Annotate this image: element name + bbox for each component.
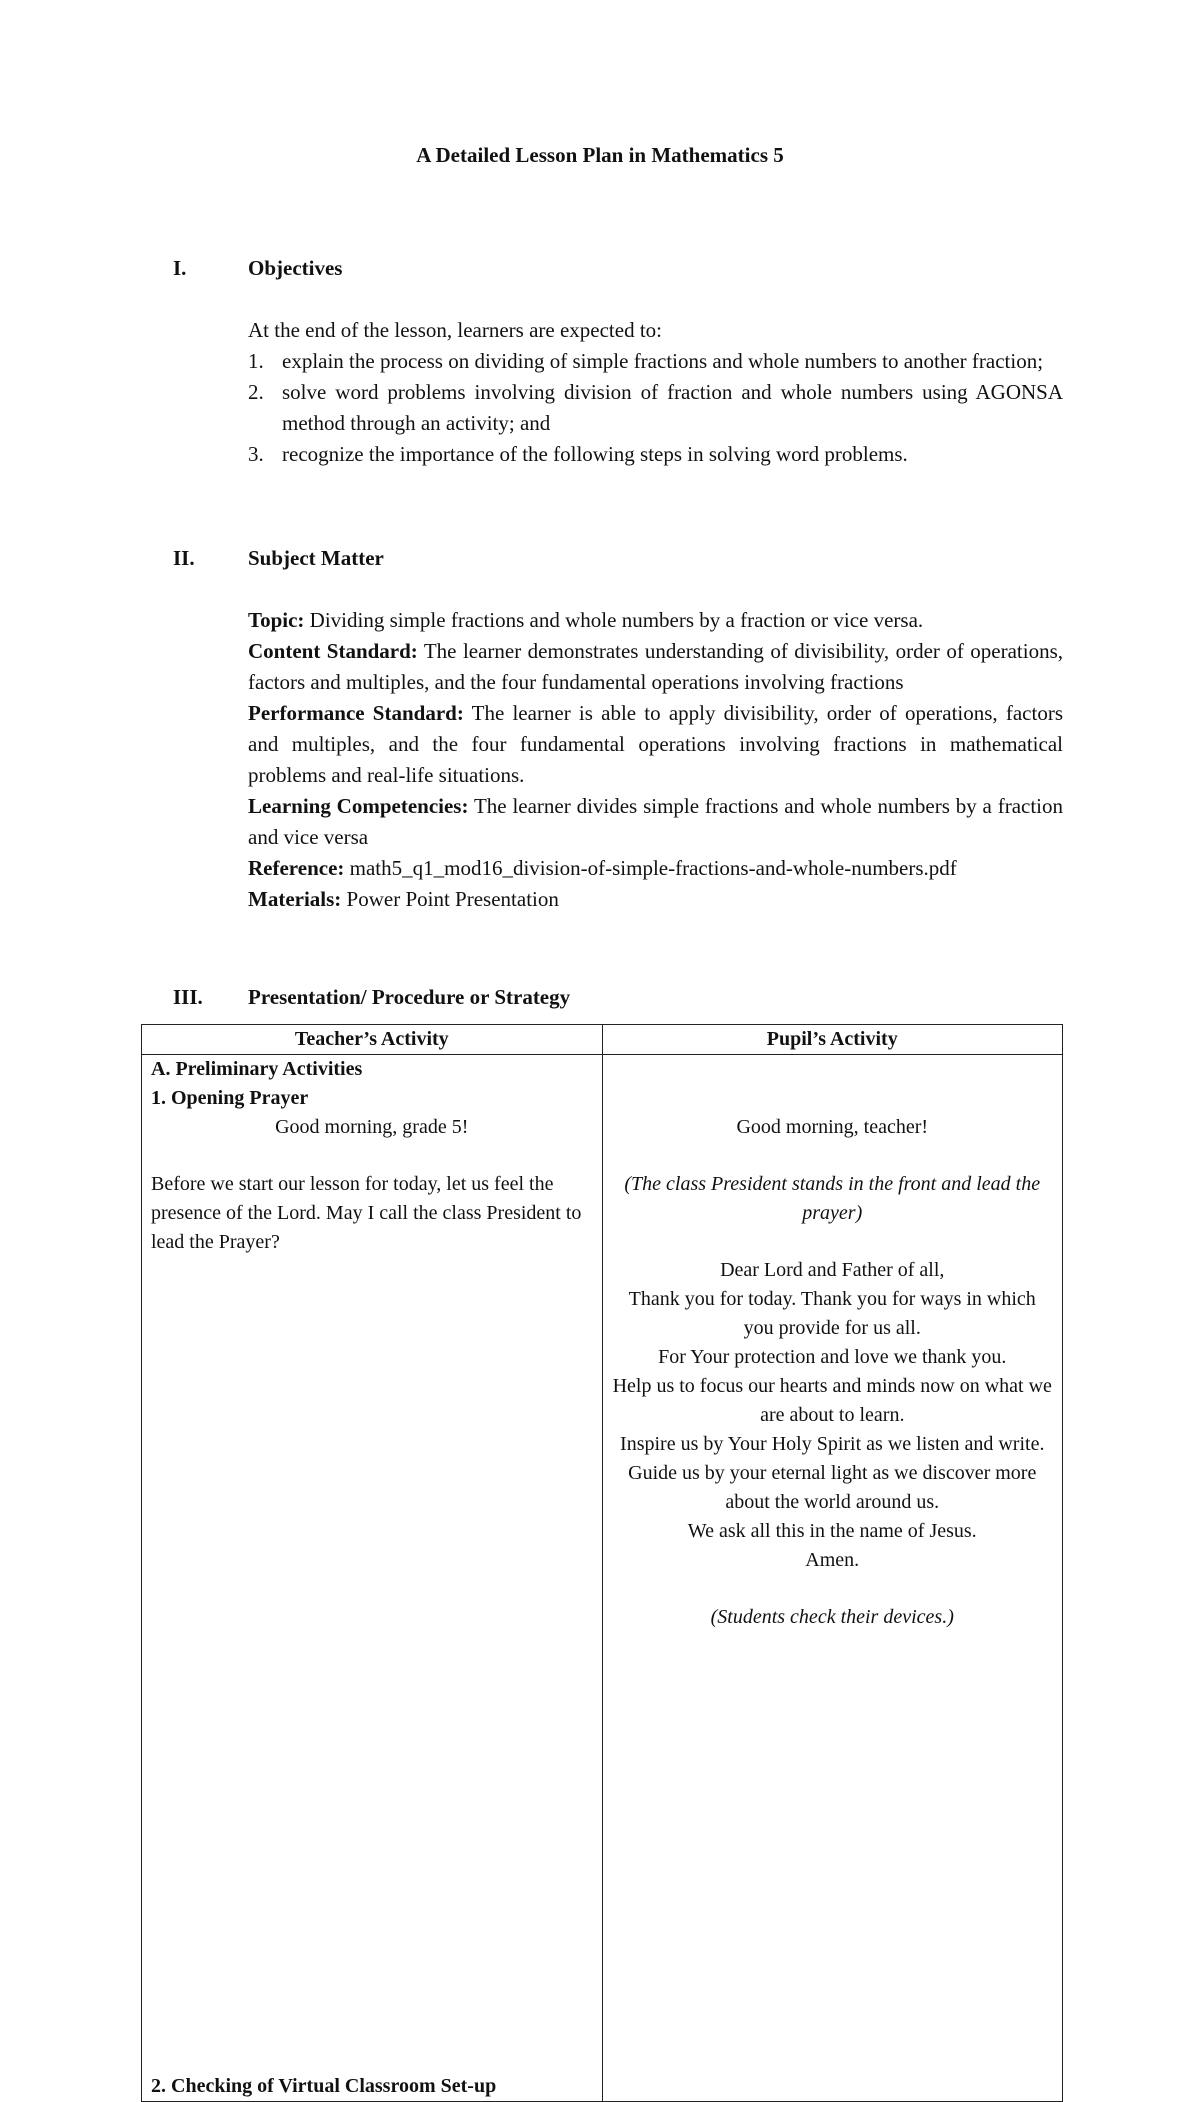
content-standard-line [248,636,1063,698]
objective-item [248,377,1063,439]
reference-label: Reference: [248,856,345,880]
performance-standard-label: Performance Standard: [248,701,464,725]
teacher-prayer-instruction: Before we start our lesson for today, let us feel the presence of the Lord. May I call the class President to lead the Prayer? [151,1173,582,1253]
materials-line [248,884,1063,915]
section-procedure-heading [173,982,570,1013]
objective-number: 2. [248,380,264,404]
topic-label: Topic: [248,608,305,632]
teacher-activity-cell [142,1055,603,2102]
table-header-row [142,1025,1063,1055]
performance-standard-line [248,698,1063,791]
materials-text: Power Point Presentation [346,887,559,911]
objective-item [248,439,1063,470]
materials-label: Materials: [248,887,342,911]
teacher-greeting: Good morning, grade 5! [275,1116,469,1138]
section-number: II. [173,546,195,570]
reference-text: math5_q1_mod16_division-of-simple-fractions-and-whole-numbers.pdf [349,856,957,880]
section-title: Objectives [248,256,343,280]
section-objectives-heading [173,253,342,284]
learning-competencies-label: Learning Competencies: [248,794,469,818]
reference-line [248,853,1063,884]
checking-setup-label: 2. Checking of Virtual Classroom Set-up [151,2075,497,2097]
section-number: I. [173,256,187,280]
objective-text: solve word problems involving division of fraction and whole numbers using AGONSA method through an activity; and [282,380,1063,435]
prayer-text [612,1256,1054,1575]
objectives-block [248,315,1063,470]
objectives-list [248,346,1063,470]
content-standard-label: Content Standard: [248,639,418,663]
preliminary-activities-label: A. Preliminary Activities [151,1058,363,1080]
section-title: Presentation/ Procedure or Strategy [248,985,571,1009]
topic-text: Dividing simple fractions and whole numbers by a fraction or vice versa. [309,608,924,632]
objectives-intro: At the end of the lesson, learners are expected to: [248,318,663,342]
learning-competencies-line [248,791,1063,853]
opening-prayer-label: 1. Opening Prayer [151,1087,309,1109]
prayer-line: Guide us by your eternal light as we discover more about the world around us. [628,1462,1037,1513]
prayer-line: Thank you for today. Thank you for ways in which you provide for us all. [628,1288,1036,1339]
prayer-line: Dear Lord and Father of all, [720,1259,945,1281]
objective-number: 3. [248,442,264,466]
objective-text: recognize the importance of the following steps in solving word problems. [282,442,908,466]
prayer-line: For Your protection and love we thank you. [658,1346,1007,1368]
document-title: A Detailed Lesson Plan in Mathematics 5 [416,143,784,167]
objective-item [248,346,1063,377]
pupil-activity-header: Pupil’s Activity [602,1025,1063,1055]
section-number: III. [173,985,203,1009]
devices-note: (Students check their devices.) [710,1606,954,1628]
performance-standard-text: The learner is able to apply divisibility, order of operations, factors and multiples, and the four fundamental operations involving fractions in mathematical problems and real-life situations. [248,701,1063,787]
prayer-line: We ask all this in the name of Jesus. [687,1520,977,1542]
prayer-line: Help us to focus our hearts and minds now on what we are about to learn. [612,1375,1052,1426]
prayer-line: Amen. [805,1549,860,1571]
teacher-activity-header: Teacher’s Activity [142,1025,603,1055]
section-title: Subject Matter [248,546,384,570]
pupil-greeting-reply: Good morning, teacher! [736,1116,929,1138]
prayer-line: Inspire us by Your Holy Spirit as we listen and write. [620,1433,1045,1455]
learning-competencies-text: The learner divides simple fractions and whole numbers by a fraction and vice versa [248,794,1064,849]
table-row [142,1055,1063,2102]
section-subject-matter-heading [173,543,384,574]
pupil-activity-cell [602,1055,1063,2102]
topic-line [248,605,1063,636]
objective-text: explain the process on dividing of simple fractions and whole numbers to another fraction; [282,349,1044,373]
subject-matter-block [248,605,1063,915]
objective-number: 1. [248,349,264,373]
content-standard-text: The learner demonstrates understanding of divisibility, order of operations, factors and multiples, and the four fundamental operations involving fractions [248,639,1063,694]
president-note: (The class President stands in the front and lead the prayer) [624,1173,1041,1224]
activity-table [141,1024,1063,2102]
